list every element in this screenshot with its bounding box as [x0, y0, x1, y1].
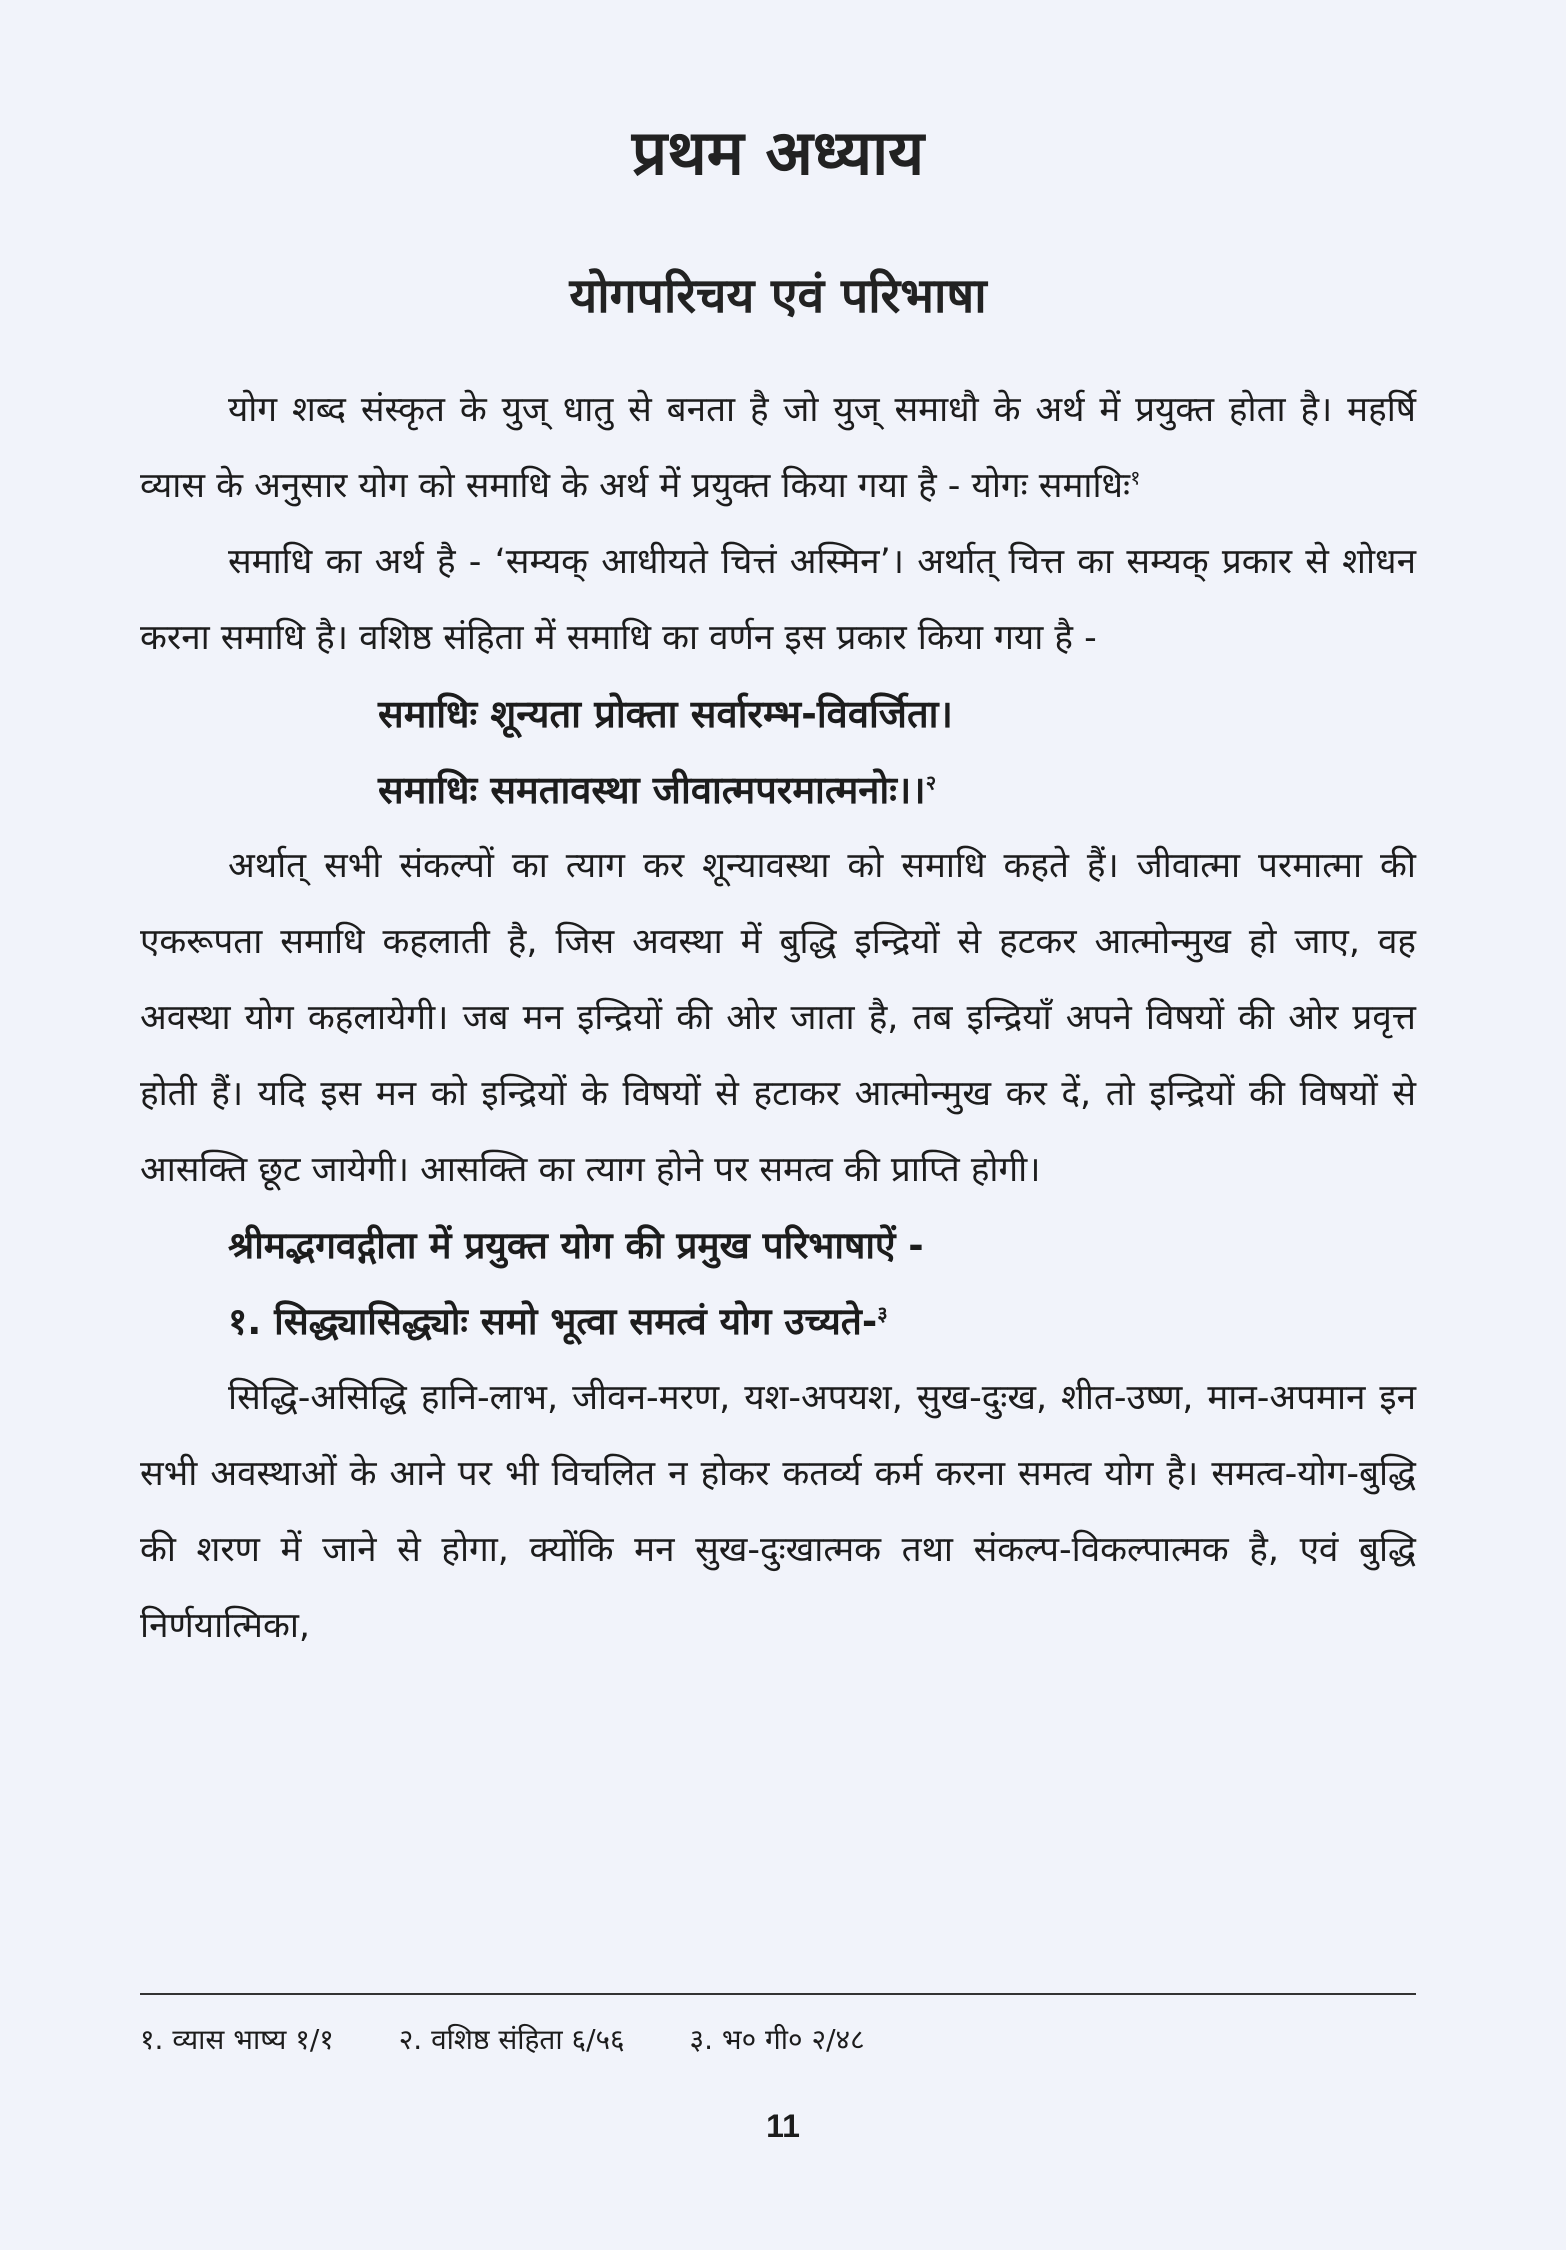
paragraph-text: सिद्धि-असिद्धि हानि-लाभ, जीवन-मरण, यश-अपयश, सुख-दुःख, शीत-उष्ण, मान-अपमान इन सभी अवस्थाओं के आने पर भी विचलित न होकर कतर्व्य कर्म करना समत्व योग है। समत्व-योग-बुद्धि की शरण में जाने से होगा, क्योंकि मन सुख-दुःखात्मक तथा संकल्प-विकल्पात्मक है, एवं बुद्धि निर्णयात्मिका,	[140, 1378, 1416, 1646]
paragraph-text: समाधि का अर्थ है - ‘सम्यक् आधीयते चित्तं अस्मिन’। अर्थात् चित्त का सम्यक् प्रकार से शोधन करना समाधि है। वशिष्ठ संहिता में समाधि का वर्णन इस प्रकार किया गया है -	[140, 542, 1416, 658]
footnote-2: २. वशिष्ठ संहिता ६/५६	[398, 2023, 625, 2056]
footnotes	[140, 2018, 921, 2062]
paragraph-samadhi-meaning	[140, 524, 1416, 676]
page-number: 11	[766, 2108, 800, 2144]
footnote-1: १. व्यास भाष्य १/१	[140, 2023, 334, 2056]
section-title: योगपरिचय एवं परिभाषा	[569, 268, 987, 324]
paragraph-text: योग शब्द संस्कृत के युज् धातु से बनता है जो युज् समाधौ के अर्थ में प्रयुक्त होता है। महर्षि व्यास के अनुसार योग को समाधि के अर्थ में प्रयुक्त किया गया है - योगः समाधिः	[140, 390, 1416, 506]
verse-line-2	[140, 752, 1416, 828]
paragraph-samadhi-explanation	[140, 828, 1416, 1208]
definition-1	[140, 1284, 1416, 1360]
paragraph-text: अर्थात् सभी संकल्पों का त्याग कर शून्यावस्था को समाधि कहते हैं। जीवात्मा परमात्मा की एकरूपता समाधि कहलाती है, जिस अवस्था में बुद्धि इन्द्रियों से हटकर आत्मोन्मुख हो जाए, वह अवस्था योग कहलायेगी। जब मन इन्द्रियों की ओर जाता है, तब इन्द्रियाँ अपने विषयों की ओर प्रवृत्त होती हैं। यदि इस मन को इन्द्रियों के विषयों से हटाकर आत्मोन्मुख कर दें, तो इन्द्रियों की विषयों से आसक्ति छूट जायेगी। आसक्ति का त्याग होने पर समत्व की प्राप्ति होगी।	[140, 846, 1416, 1190]
footnote-ref: ३	[877, 1301, 888, 1326]
footnote-divider	[140, 1993, 1416, 1995]
verse-text: समाधिः समतावस्था जीवात्मपरमात्मनोः।।	[378, 768, 926, 812]
paragraph-yoga-definition	[140, 372, 1416, 524]
gita-definitions-heading: श्रीमद्भगवद्गीता में प्रयुक्त योग की प्रमुख परिभाषाऐं -	[228, 1224, 924, 1267]
footnote-ref: २	[925, 770, 937, 795]
footnote-ref: १	[1130, 465, 1141, 490]
definition-text: १. सिद्ध्यासिद्ध्योः समो भूत्वा समत्वं योग उच्यते-	[228, 1300, 878, 1343]
chapter-title: प्रथम अध्याय	[631, 116, 925, 189]
paragraph-samatva-yoga	[140, 1360, 1416, 1664]
verse-line-1: समाधिः शून्यता प्रोक्ता सर्वारम्भ-विवर्जिता।	[378, 692, 953, 736]
footnote-3: ३. भ० गी० २/४८	[689, 2023, 865, 2056]
